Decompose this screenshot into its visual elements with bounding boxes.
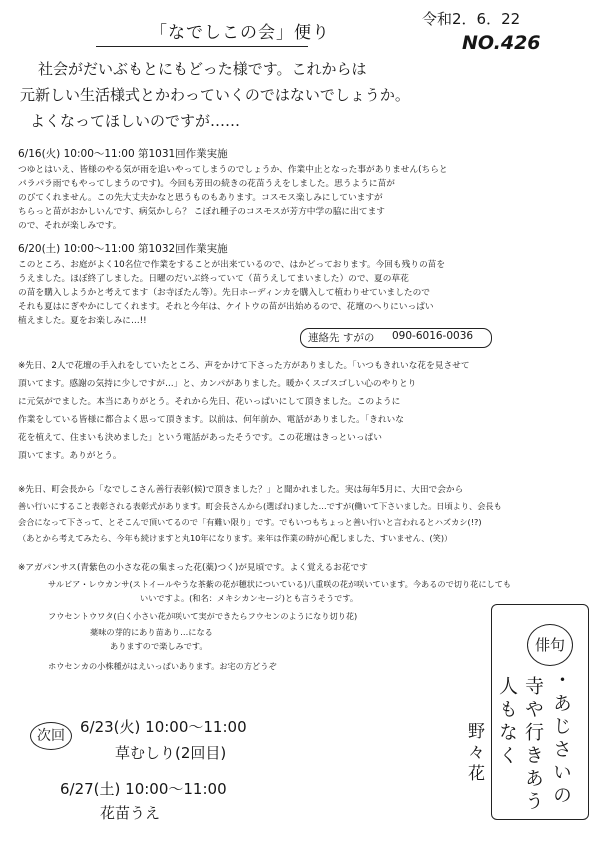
section-4-line: （あとから考えてみたら、今年も続けますと丸10年になります。来年は作業の時が心配しました、すいません、(笑)） (18, 533, 453, 543)
contact-phone: 090-6016-0036 (392, 330, 474, 342)
section-3-line: 花を植えて、住まいも決めました」という電話があったそうです。この花壇はきっといっぱい (18, 433, 382, 443)
section-1-line: つゆとはいえ、皆様のやる気が雨を追いやってしまうのでしょうか、作業中止となった事がありません(ちらと (18, 165, 448, 175)
section-3-line: 頂いてます。ありがとう。 (18, 451, 122, 461)
intro-line-3: よくなってほしいのですが…… (30, 112, 241, 130)
section-2-line: の苗を購入しようかと考えてます（お寺ぼたん等）。先日ホーディンカを購入して植わりせていましたので (18, 288, 430, 298)
issue-number: NO.426 (462, 32, 541, 54)
section-5-line: フウセントウワタ(白く小さい花が咲いて実ができたらフウセンのようになり切り花) (48, 611, 358, 621)
schedule-date-2: 6/27(土) 10:00～11:00 (60, 780, 227, 798)
section-1-line: ので、それが楽しみです。 (18, 221, 122, 231)
title-underline (96, 46, 308, 47)
section-4-line: 善い行いにすること表彰される表彰式があります。町会長さんから(選ばれ)ました…ですが(働いて下さいました。日頃より、会長も (18, 501, 502, 511)
haiku-line-3: 人もなく (496, 676, 518, 768)
haiku-author: 野々花 (464, 722, 484, 785)
haiku-label: 俳句 (527, 624, 573, 666)
issue-date: 令和2．6．22 (422, 10, 521, 28)
section-1-line: のびてくれません。この先大丈夫かなと思うものもあります。コスモス楽しみにしていますが (18, 193, 383, 203)
intro-line-2: 元新しい生活様式とかわっていくのではないでしょうか。 (20, 86, 410, 104)
intro-line-1: 社会がだいぶもとにもどった様です。これからは (38, 60, 367, 78)
section-5-heading: ※アガパンサス(青紫色の小さな花の集まった花(薬)つく)が見頃です。よく覚えるお花です (18, 563, 368, 573)
section-4-heading: ※先日、町会長から「なでしこさん善行表彰(候)で頂きました？」と聞かれました。実は毎年5月に、大田で会から (18, 485, 464, 495)
schedule-date-1: 6/23(火) 10:00～11:00 (80, 718, 247, 736)
section-2-line: 植えました。夏をお楽しみに…!! (18, 316, 147, 326)
section-5-line: ありますので楽しみです。 (110, 641, 208, 651)
section-1-line: ちらっと苗がおかしいんです、病気かしら？ こぼれ種子のコスモスが芳方中学の脇に出てます (18, 207, 385, 217)
section-5-line: ホウセンカの小株種がはえいっぱいあります。お宅の方どうぞ (48, 661, 277, 671)
contact-label: 連絡先 すがの (308, 332, 375, 344)
haiku-line-1: ・あじさいの (550, 670, 572, 808)
section-4-line: 会合になって下さって、とそこんで頂いてるので「有難い限り」です。でもいつもちょっと善い行いと言われるとハズカシ(!?) (18, 517, 482, 527)
section-3-line: 頂いてます。感謝の気持に少しですが…」と、カンパがありました。暖かくスゴスゴしい心のやりとり (18, 379, 417, 389)
section-1-heading: 6/16(火) 10:00～11:00 第1031回作業実施 (18, 148, 228, 160)
section-5-line: 薬味の芽的にあり苗あり…になる (90, 627, 213, 637)
section-2-line: このところ、お庭がよく10名位で作業をすることが出来ているので、はかどっております。今回も残りの苗を (18, 260, 446, 270)
section-3-line: に元気がでました。本当にありがとう。それから先日、花いっぱいにして頂きました。このように (18, 397, 401, 407)
section-3-heading: ※先日、2人で花壇の手入れをしていたところ、声をかけて下さった方がありました。「いつもきれいな花を見させて (18, 361, 470, 371)
haiku-line-2: 寺や行きあう (522, 676, 544, 814)
section-5-line: いいですよ。(和名：メキシカンセージ)とも言うそうです。 (140, 593, 359, 603)
schedule-task-1: 草むしり(2回目) (115, 744, 227, 762)
section-2-line: それも夏はにぎやかにしてくれます。それと今年は、ケイトウの苗が出始めるので、花壇のへりにいっぱい (18, 302, 434, 312)
newsletter-title: 「なでしこの会」便り (150, 23, 330, 43)
section-2-heading: 6/20(土) 10:00～11:00 第1032回作業実施 (18, 243, 228, 255)
schedule-task-2: 花苗うえ (100, 804, 161, 822)
section-5-line: サルビア・レウカンサ(ストイールやうな茶紫の花が穂状についている)八重咲の花が咲いています。今あるので切り花にしても (48, 579, 512, 589)
next-meeting-label: 次回 (30, 722, 72, 750)
section-3-line: 作業をしている皆様に都合よく思って頂きます。以前は、何年前か、電話がありました。「きれいな (18, 415, 404, 425)
section-1-line: パラパラ雨でもやってしまうのです)。今回も芳田の続きの花苗うえをしました。思うように苗が (18, 179, 395, 189)
section-2-line: うえました。ほぼ終了しました。日曜のだいぶ終っていて（苗うえしてまいました）ので、夏の草花 (18, 274, 409, 284)
